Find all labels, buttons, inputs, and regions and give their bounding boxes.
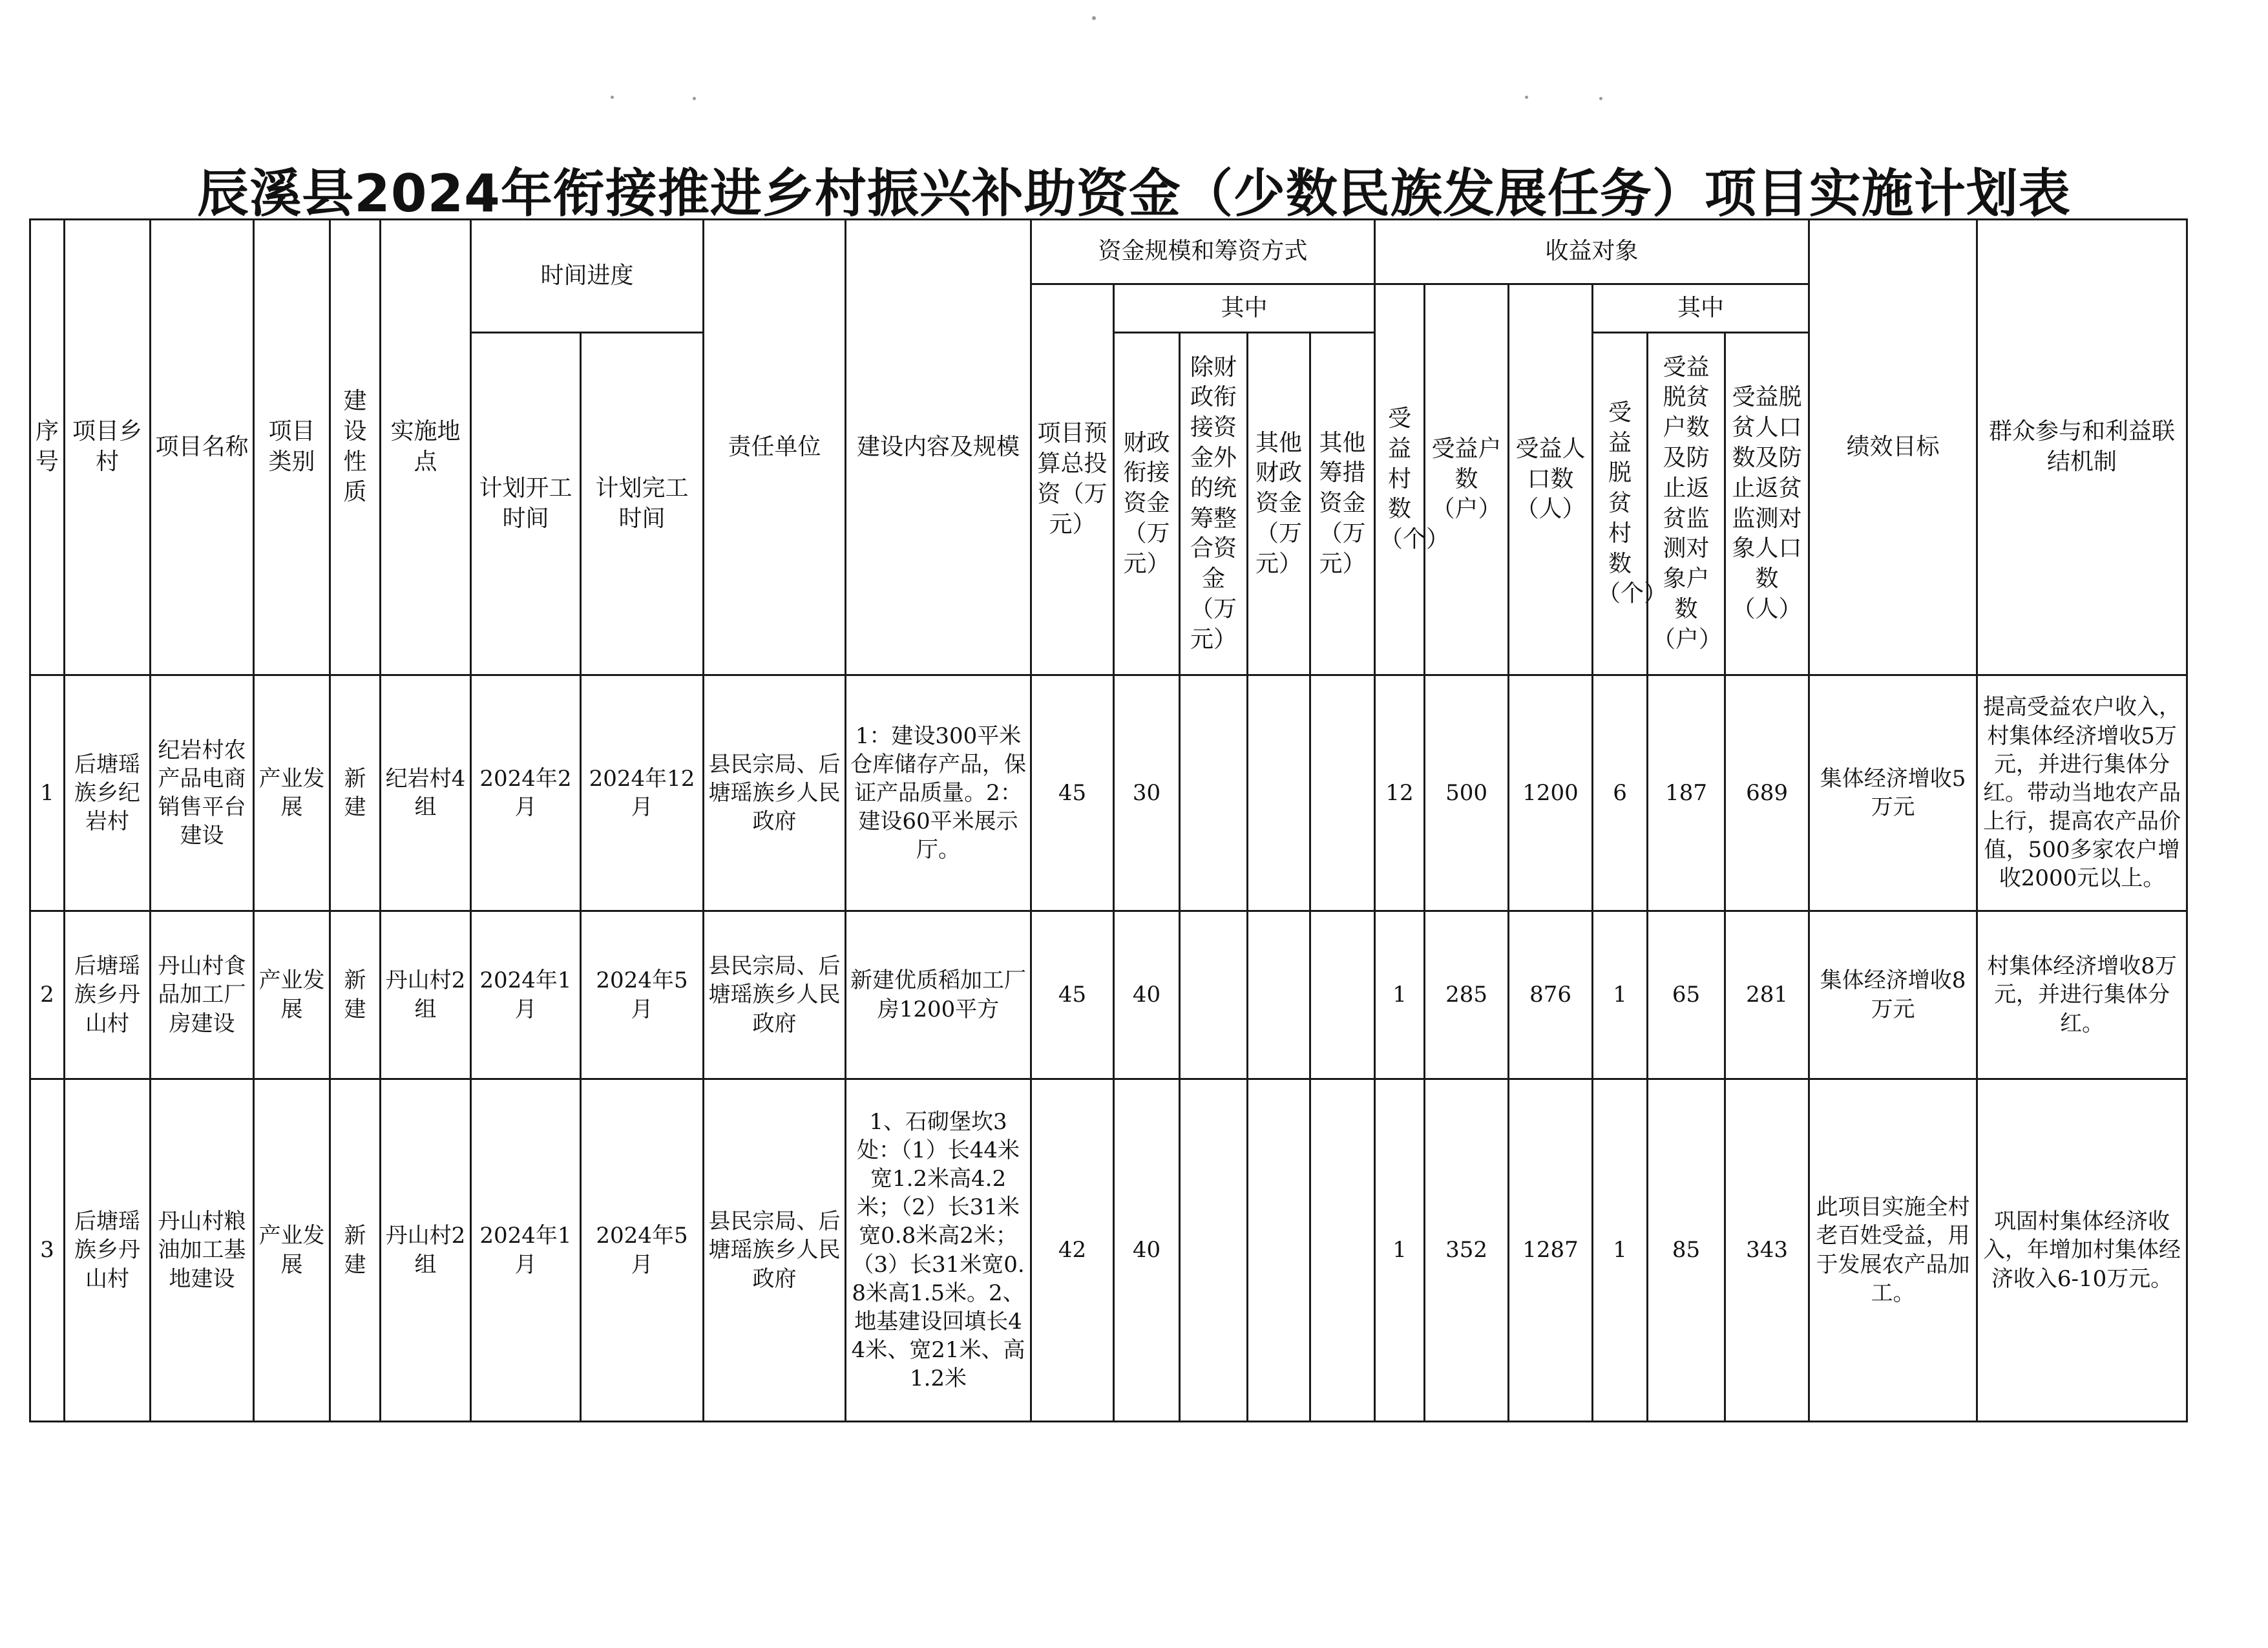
header-other-integrated: 除财政衔接资金外的统筹整合资金（万元） <box>1180 333 1248 675</box>
cell-fiscal: 40 <box>1114 1079 1180 1422</box>
cell-name: 纪岩村农产品电商销售平台建设 <box>151 675 254 911</box>
cell-ben-villages: 1 <box>1375 911 1425 1079</box>
cell-total: 42 <box>1031 1079 1114 1422</box>
cell-ben-households: 500 <box>1425 675 1509 911</box>
cell-ben-households: 285 <box>1425 911 1509 1079</box>
cell-seq: 3 <box>30 1079 65 1422</box>
header-end: 计划完工时间 <box>581 333 704 675</box>
cell-ben-villages: 1 <box>1375 1079 1425 1422</box>
cell-unit: 县民宗局、后塘瑶族乡人民政府 <box>704 675 846 911</box>
header-ben-poor-households: 受益脱贫户数及防止返贫监测对象户数（户） <box>1648 333 1725 675</box>
header-mechanism: 群众参与和利益联结机制 <box>1977 220 2187 675</box>
table-row <box>30 1079 2187 1422</box>
cell-name: 丹山村食品加工厂房建设 <box>151 911 254 1079</box>
cell-unit: 县民宗局、后塘瑶族乡人民政府 <box>704 1079 846 1422</box>
cell-location: 丹山村2组 <box>381 1079 471 1422</box>
header-location: 实施地点 <box>381 220 471 675</box>
cell-start: 2024年1月 <box>471 911 581 1079</box>
cell-other-fiscal <box>1248 911 1310 1079</box>
header-performance: 绩效目标 <box>1809 220 1977 675</box>
header-other-fiscal: 其他财政资金（万元） <box>1248 333 1310 675</box>
cell-unit: 县民宗局、后塘瑶族乡人民政府 <box>704 911 846 1079</box>
cell-ben-villages: 12 <box>1375 675 1425 911</box>
cell-other-integrated <box>1180 1079 1248 1422</box>
cell-ben-population: 1200 <box>1509 675 1593 911</box>
cell-other-integrated <box>1180 911 1248 1079</box>
cell-ben-households: 352 <box>1425 1079 1509 1422</box>
cell-nature: 新建 <box>330 911 381 1079</box>
cell-ben-poor-population: 343 <box>1725 1079 1809 1422</box>
header-ben-poor-villages: 受益脱贫村数（个） <box>1593 333 1648 675</box>
table-row <box>30 911 2187 1079</box>
header-start: 计划开工时间 <box>471 333 581 675</box>
cell-name: 丹山村粮油加工基地建设 <box>151 1079 254 1422</box>
page-title: 辰溪县2024年衔接推进乡村振兴补助资金（少数民族发展任务）项目实施计划表 <box>197 164 2071 224</box>
cell-nature: 新建 <box>330 675 381 911</box>
cell-content: 新建优质稻加工厂房1200平方 <box>846 911 1031 1079</box>
cell-location: 丹山村2组 <box>381 911 471 1079</box>
cell-mechanism: 村集体经济增收8万元，并进行集体分红。 <box>1977 911 2187 1079</box>
cell-seq: 2 <box>30 911 65 1079</box>
cell-other-raised <box>1310 675 1375 911</box>
cell-mechanism: 巩固村集体经济收入，年增加村集体经济收入6-10万元。 <box>1977 1079 2187 1422</box>
cell-village: 后塘瑶族乡纪岩村 <box>65 675 151 911</box>
header-content: 建设内容及规模 <box>846 220 1031 675</box>
cell-performance: 集体经济增收5万元 <box>1809 675 1977 911</box>
cell-location: 纪岩村4组 <box>381 675 471 911</box>
header-village: 项目乡村 <box>65 220 151 675</box>
cell-ben-poor-households: 187 <box>1648 675 1725 911</box>
scan-speck <box>1525 96 1528 99</box>
cell-seq: 1 <box>30 675 65 911</box>
header-other-raised: 其他筹措资金（万元） <box>1310 333 1375 675</box>
scan-speck <box>693 97 696 100</box>
cell-village: 后塘瑶族乡丹山村 <box>65 911 151 1079</box>
scan-speck <box>1599 97 1602 100</box>
cell-ben-poor-population: 281 <box>1725 911 1809 1079</box>
cell-category: 产业发展 <box>254 1079 330 1422</box>
cell-ben-poor-villages: 1 <box>1593 1079 1648 1422</box>
header-of-which-funding: 其中 <box>1114 284 1375 333</box>
cell-other-integrated <box>1180 675 1248 911</box>
header-category: 项目类别 <box>254 220 330 675</box>
project-plan-table <box>29 218 2188 1422</box>
cell-ben-poor-population: 689 <box>1725 675 1809 911</box>
header-ben-villages: 受益村数（个） <box>1375 284 1425 675</box>
header-of-which-beneficiaries: 其中 <box>1593 284 1809 333</box>
cell-end: 2024年5月 <box>581 1079 704 1422</box>
cell-fiscal: 40 <box>1114 911 1180 1079</box>
cell-ben-population: 876 <box>1509 911 1593 1079</box>
header-unit: 责任单位 <box>704 220 846 675</box>
scan-speck <box>1092 16 1096 20</box>
cell-end: 2024年12月 <box>581 675 704 911</box>
cell-start: 2024年2月 <box>471 675 581 911</box>
cell-end: 2024年5月 <box>581 911 704 1079</box>
cell-ben-poor-households: 65 <box>1648 911 1725 1079</box>
cell-content: 1：建设300平米仓库储存产品，保证产品质量。2：建设60平米展示厅。 <box>846 675 1031 911</box>
cell-village: 后塘瑶族乡丹山村 <box>65 1079 151 1422</box>
header-nature: 建设性质 <box>330 220 381 675</box>
cell-ben-poor-households: 85 <box>1648 1079 1725 1422</box>
cell-ben-poor-villages: 6 <box>1593 675 1648 911</box>
header-funding: 资金规模和筹资方式 <box>1031 220 1375 284</box>
cell-start: 2024年1月 <box>471 1079 581 1422</box>
header-name: 项目名称 <box>151 220 254 675</box>
header-ben-poor-population: 受益脱贫人口数及防止返贫监测对象人口数（人） <box>1725 333 1809 675</box>
header-seq: 序号 <box>30 220 65 675</box>
header-total: 项目预算总投资（万元） <box>1031 284 1114 675</box>
cell-total: 45 <box>1031 911 1114 1079</box>
cell-other-fiscal <box>1248 1079 1310 1422</box>
cell-category: 产业发展 <box>254 675 330 911</box>
header-ben-population: 受益人口数（人） <box>1509 284 1593 675</box>
cell-other-raised <box>1310 911 1375 1079</box>
cell-other-raised <box>1310 1079 1375 1422</box>
header-ben-households: 受益户数（户） <box>1425 284 1509 675</box>
scan-speck <box>611 96 614 99</box>
cell-category: 产业发展 <box>254 911 330 1079</box>
cell-performance: 此项目实施全村老百姓受益，用于发展农产品加工。 <box>1809 1079 1977 1422</box>
cell-total: 45 <box>1031 675 1114 911</box>
cell-other-fiscal <box>1248 675 1310 911</box>
cell-performance: 集体经济增收8万元 <box>1809 911 1977 1079</box>
cell-content: 1、石砌堡坎3处：（1）长44米宽1.2米高4.2米；（2）长31米宽0.8米高2米；（3）长31米宽0.8米高1.5米。2、地基建设回填长44米、宽21米、高1.2米 <box>846 1079 1031 1422</box>
cell-ben-population: 1287 <box>1509 1079 1593 1422</box>
table-row <box>30 675 2187 911</box>
header-beneficiaries: 收益对象 <box>1375 220 1809 284</box>
cell-mechanism: 提高受益农户收入，村集体经济增收5万元，并进行集体分红。带动当地农产品上行，提高农产品价值，500多家农户增收2000元以上。 <box>1977 675 2187 911</box>
header-schedule: 时间进度 <box>471 220 704 333</box>
cell-ben-poor-villages: 1 <box>1593 911 1648 1079</box>
header-fiscal: 财政衔接资金（万元） <box>1114 333 1180 675</box>
cell-nature: 新建 <box>330 1079 381 1422</box>
cell-fiscal: 30 <box>1114 675 1180 911</box>
